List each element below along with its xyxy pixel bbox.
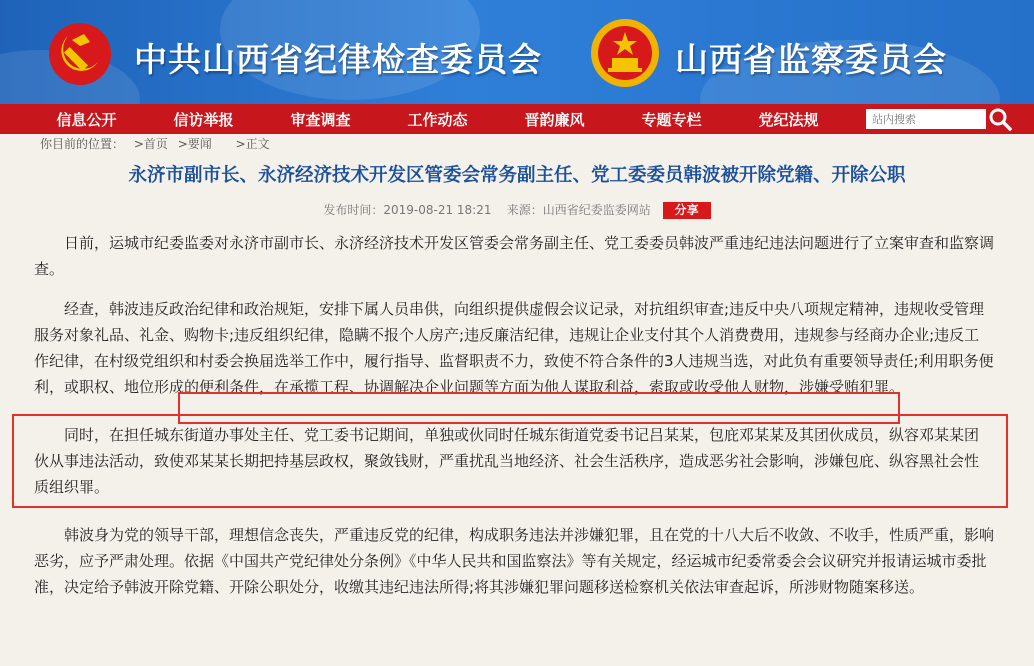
nav-item-special-topics[interactable]: 专题专栏: [641, 110, 702, 129]
share-button[interactable]: 分享: [663, 202, 711, 219]
breadcrumb-prefix: 你目前的位置：: [40, 137, 125, 151]
national-emblem-icon: [590, 18, 660, 88]
commission-title: 中共山西省纪律检查委员会: [134, 40, 542, 79]
source-label: 来源：: [506, 203, 543, 217]
source-name: 山西省纪委监委网站: [542, 203, 651, 217]
article-content: [0, 230, 1034, 600]
nav-item-petition-report[interactable]: 信访举报: [173, 110, 234, 129]
breadcrumb: [0, 134, 1034, 154]
highlight-box: [12, 414, 1008, 508]
nav-item-review-investigation[interactable]: 审查调查: [290, 110, 351, 129]
breadcrumb-home-link[interactable]: >首页: [133, 137, 168, 151]
supervision-commission-title: 山西省监察委员会: [675, 40, 947, 79]
search-input[interactable]: [866, 109, 986, 129]
article-title: 永济市副市长、永济经济技术开发区管委会常务副主任、党工委委员韩波被开除党籍、开除公职: [128, 165, 906, 186]
breadcrumb-current: >正文: [235, 137, 270, 151]
highlight-box: [178, 392, 900, 424]
party-emblem-icon: [48, 22, 112, 86]
published-time: 2019-08-21 18:21: [383, 203, 492, 217]
article-paragraph: 日前，运城市纪委监委对永济市副市长、永济经济技术开发区管委会常务副主任、党工委委员韩波严重违纪违法问题进行了立案审查和监察调查。: [34, 234, 995, 278]
nav-item-info-disclosure[interactable]: 信息公开: [56, 110, 117, 129]
nav-item-party-regulations[interactable]: 党纪法规: [758, 110, 819, 129]
article-paragraph: 同时，在担任城东街道办事处主任、党工委书记期间，单独或伙同时任城东街道党委书记吕某某，包庇邓某某及其团伙成员，纵容邓某某团伙从事违法活动，致使邓某某长期把持基层政权，聚敛钱财，严重扰乱当地经济、社会生活秩序，造成恶劣社会影响，涉嫌包庇、纵容黑社会性质组织罪。: [34, 426, 980, 496]
published-label: 发布时间：: [323, 203, 384, 217]
main-nav: [0, 104, 1034, 134]
nav-item-clean-culture[interactable]: 晋韵廉风: [524, 110, 585, 129]
breadcrumb-news-link[interactable]: >要闻: [177, 137, 212, 151]
article-meta: [0, 200, 1034, 220]
nav-item-work-news[interactable]: 工作动态: [407, 110, 468, 129]
search-icon[interactable]: [987, 106, 1013, 132]
header-banner: [0, 0, 1034, 104]
article-paragraph: 经查，韩波违反政治纪律和政治规矩，安排下属人员串供，向组织提供虚假会议记录，对抗组织审查;违反中央八项规定精神，违规收受管理服务对象礼品、礼金、购物卡;违反组织纪律，隐瞒不报个人房产;违反廉洁纪律，违规让企业支付其个人消费费用，违规参与经商办企业;违反工作纪律，在村级党组织和村委会换届选举工作中，履行指导、监督职责不力，致使不符合条件的3人违规当选，对此负有重要领导责任;利用职务便利，或职权、地位形成的便利条件，在承揽工程、协调解决企业问题等方面为他人谋取利益，索取或收受他人财物，涉嫌受贿犯罪。: [34, 300, 994, 396]
article-paragraph: 韩波身为党的领导干部，理想信念丧失，严重违反党的纪律，构成职务违法并涉嫌犯罪，且在党的十八大后不收敛、不收手，性质严重，影响恶劣，应予严肃处理。依据《中国共产党纪律处分条例》《中华人民共和国监察法》等有关规定，经运城市纪委常委会会议研究并报请运城市委批准，决定给予韩波开除党籍、开除公职处分，收缴其违纪违法所得;将其涉嫌犯罪问题移送检察机关依法审查起诉，所涉财物随案移送。: [34, 526, 995, 596]
